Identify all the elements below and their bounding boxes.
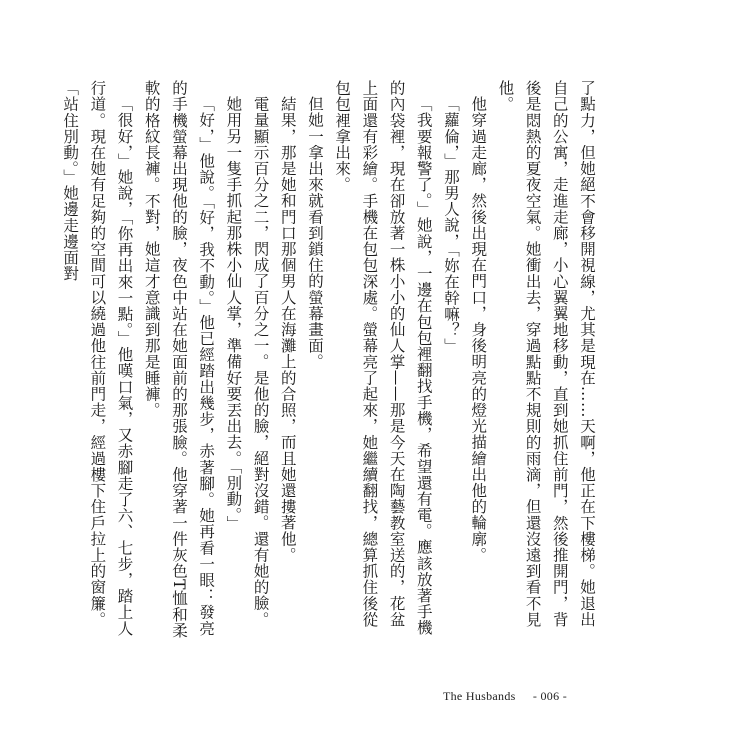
paragraph: 他穿過走廊，然後出現在門口，身後明亮的燈光描繪出他的輪廓。 [469,95,488,563]
paragraph: 「我要報警了。」她說，一邊在包包裡翻找手機，希望還有電。應該放著手機的內袋裡，現在卻放著一株小小的仙人掌——那是今天在陶藝教室送的，花盆上面還有彩繪。手機在包包深處。螢幕亮了起來，她繼續翻找，總算抓住後從包包裡拿出來。 [333,80,433,636]
paragraph: 但她一拿出來就看到鎖住的螢幕畫面。 [305,95,324,370]
paragraph: 電量顯示百分之二，閃成了百分之一。是他的臉，絕對沒錯。還有她的臉。 [251,95,270,627]
page-footer [443,689,567,704]
paragraph: 結果，那是她和門口那個男人在海灘上的合照，而且她還摟著他。 [278,95,297,563]
vertical-text-body [56,80,600,640]
page-number: - 006 - [532,689,567,703]
running-title: The Husbands [443,689,516,703]
paragraph: 了點力，但她絕不會移開視線，尤其是現在……天啊，他正在下樓梯。她退出自己的公寓，走進走廊，小心翼翼地移動，直到她抓住前門，然後推開門，背後是悶熱的夏夜空氣。她衝出去，穿過點點不規則的雨滴，但還沒遠到看不見他。 [496,80,596,628]
paragraph: 「好，」他說。「好，我不動。」他已經踏出幾步，赤著腳。她再看一眼：發亮的手機螢幕出現他的臉，夜色中站在她面前的那張臉。他穿著一件灰色T恤和柔軟的格紋長褲。不對，她這才意識到那是睡褲。 [142,80,216,639]
paragraph: 她用另一隻手抓起那株小仙人掌，準備好要丟出去。「別動。」 [224,95,243,531]
paragraph: 「蘿倫，」那男人說，「妳在幹嘛？」 [441,95,460,354]
paragraph: 「很好，」她說，「你再出來一點。」他嘆口氣，又赤腳走了六、七步，踏上人行道。現在她有足夠的空間可以繞過他往前門走，經過樓下住戶拉上的窗簾。「站住別動。」她邊走邊面對 [61,80,134,636]
